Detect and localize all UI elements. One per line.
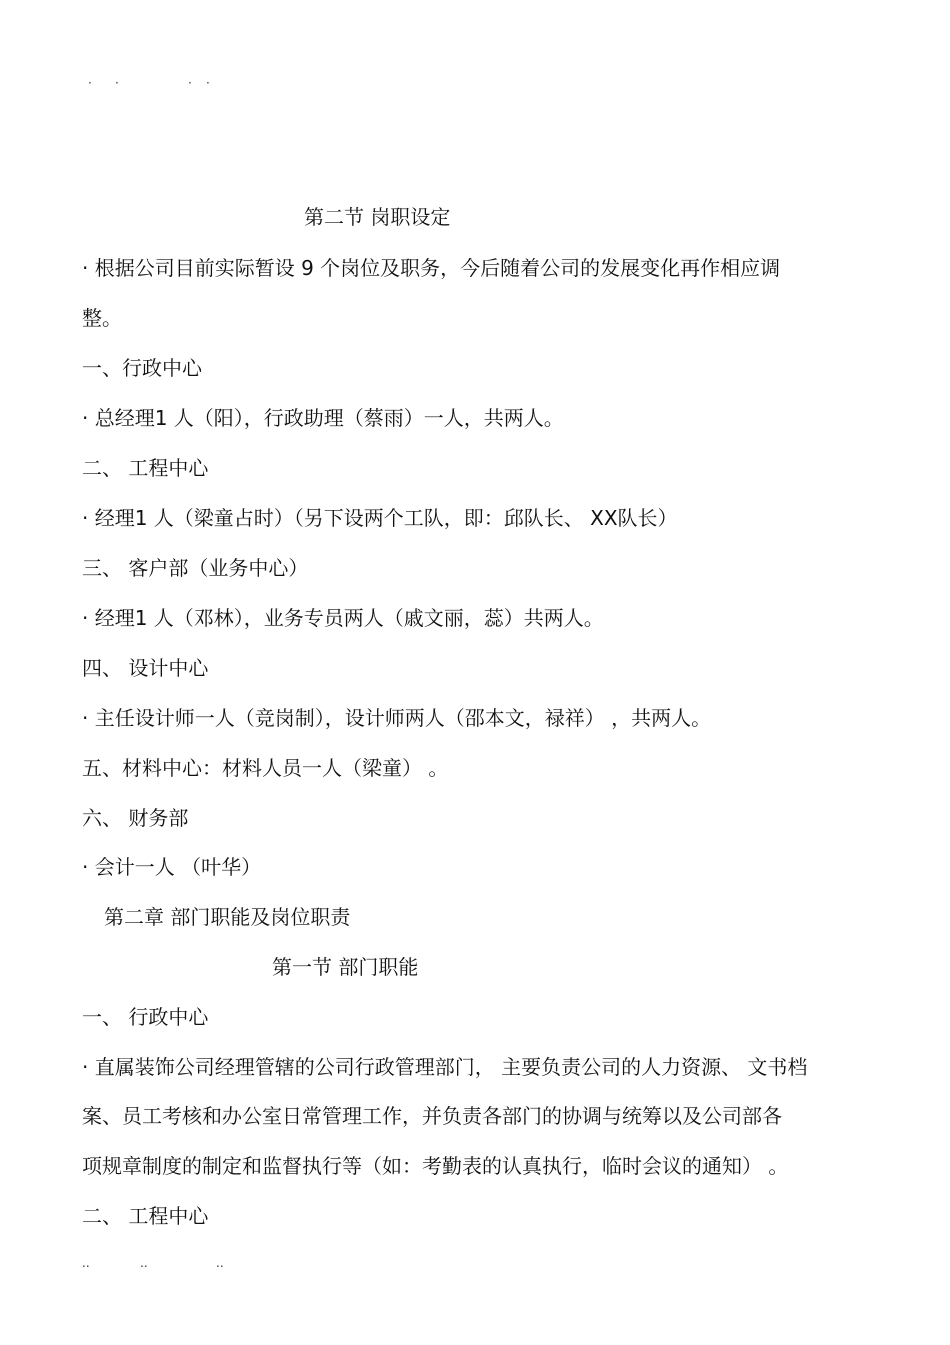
paragraph-line: · 根据公司目前实际暂设 9 个岗位及职务，今后随着公司的发展变化再作相应调 — [82, 256, 781, 280]
paragraph-line: · 主任设计师一人（竞岗制），设计师两人（邵本文，禄祥） ，共两人。 — [82, 706, 712, 730]
heading-admin-center: 一、 行政中心 — [82, 1005, 209, 1029]
paragraph-line: · 直属装饰公司经理管辖的公司行政管理部门， 主要负责公司的人力资源、 文书档 — [82, 1055, 808, 1079]
heading-engineering-center: 二、 工程中心 — [82, 1204, 209, 1228]
paragraph-line: 项规章制度的制定和监督执行等（如：考勤表的认真执行，临时会议的通知） 。 — [82, 1154, 789, 1178]
chapter-title: 第二章 部门职能及岗位职责 — [104, 905, 351, 929]
footer-mark: .. — [82, 1256, 90, 1270]
section-title: 第二节 岗职设定 — [304, 205, 451, 229]
heading-materials-center: 五、材料中心：材料人员一人（梁童） 。 — [82, 756, 449, 780]
heading-engineering-center: 二、 工程中心 — [82, 456, 209, 480]
footer-mark: .. — [216, 1256, 224, 1270]
header-mark: · — [188, 76, 192, 90]
heading-finance-dept: 六、 财务部 — [82, 806, 189, 830]
heading-design-center: 四、 设计中心 — [82, 656, 209, 680]
heading-customer-dept: 三、 客户部（业务中心） — [82, 556, 309, 580]
header-mark: · — [115, 76, 119, 90]
paragraph-line: 整。 — [82, 306, 122, 330]
paragraph-line: · 会计一人 （叶华） — [82, 855, 262, 879]
header-mark: · — [206, 76, 210, 90]
heading-admin-center: 一、行政中心 — [82, 356, 202, 380]
paragraph-line: · 经理1 人（梁童占时）（另下设两个工队，即：邱队长、 XX队长） — [82, 506, 678, 530]
header-mark: · — [88, 76, 92, 90]
paragraph-line: · 总经理1 人（阳），行政助理（蔡雨）一人，共两人。 — [82, 406, 564, 430]
paragraph-line: · 经理1 人（邓林），业务专员两人（戚文丽，蕊）共两人。 — [82, 606, 604, 630]
paragraph-line: 案、员工考核和办公室日常管理工作，并负责各部门的协调与统筹以及公司部各 — [82, 1104, 782, 1128]
section-title: 第一节 部门职能 — [272, 955, 419, 979]
footer-mark: .. — [140, 1256, 148, 1270]
